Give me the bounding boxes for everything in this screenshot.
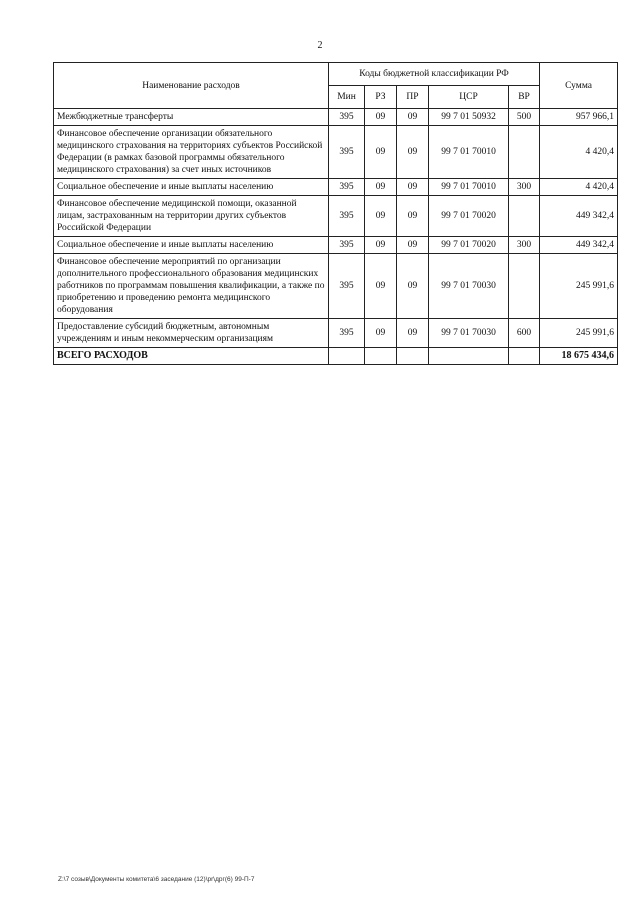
row-sum: 957 966,1 bbox=[540, 109, 618, 126]
table-row bbox=[54, 254, 618, 319]
row-pr: 09 bbox=[397, 179, 429, 196]
row-sum: 245 991,6 bbox=[540, 319, 618, 348]
header-min: Мин bbox=[329, 86, 365, 109]
row-vr bbox=[509, 126, 540, 179]
header-rz: РЗ bbox=[365, 86, 397, 109]
row-pr: 09 bbox=[397, 319, 429, 348]
row-name: Социальное обеспечение и иные выплаты населению bbox=[54, 179, 329, 196]
row-name: Финансовое обеспечение организации обязательного медицинского страхования на территориях субъектов Российской Федерации (в рамках базовой программы обязательного медицинского страхования) за счет иных источников bbox=[54, 126, 329, 179]
total-label: ВСЕГО РАСХОДОВ bbox=[54, 348, 329, 365]
row-rz: 09 bbox=[365, 237, 397, 254]
row-min: 395 bbox=[329, 319, 365, 348]
table-row bbox=[54, 126, 618, 179]
row-sum: 449 342,4 bbox=[540, 237, 618, 254]
row-min: 395 bbox=[329, 179, 365, 196]
row-vr: 500 bbox=[509, 109, 540, 126]
row-min: 395 bbox=[329, 196, 365, 237]
row-csr: 99 7 01 70030 bbox=[429, 319, 509, 348]
row-csr: 99 7 01 70020 bbox=[429, 196, 509, 237]
row-sum: 245 991,6 bbox=[540, 254, 618, 319]
row-min: 395 bbox=[329, 126, 365, 179]
row-min: 395 bbox=[329, 237, 365, 254]
total-row bbox=[54, 348, 618, 365]
row-vr: 300 bbox=[509, 179, 540, 196]
row-vr: 600 bbox=[509, 319, 540, 348]
table-row bbox=[54, 179, 618, 196]
table-row bbox=[54, 109, 618, 126]
row-vr: 300 bbox=[509, 237, 540, 254]
header-name: Наименование расходов bbox=[54, 63, 329, 109]
row-rz: 09 bbox=[365, 196, 397, 237]
row-rz: 09 bbox=[365, 126, 397, 179]
row-csr: 99 7 01 70030 bbox=[429, 254, 509, 319]
footer-file-path: Z:\7 созыв\Документы комитета\6 заседание (12)\pr\дрг(6) 99-П-7 bbox=[58, 876, 255, 883]
row-min: 395 bbox=[329, 109, 365, 126]
row-name: Финансовое обеспечение мероприятий по организации дополнительного профессионального образования медицинских работников по программам повышения квалификации, а также по приобретению и проведению ремонта медицинского оборудования bbox=[54, 254, 329, 319]
row-csr: 99 7 01 70020 bbox=[429, 237, 509, 254]
table-row bbox=[54, 237, 618, 254]
row-sum: 449 342,4 bbox=[540, 196, 618, 237]
header-sum: Сумма bbox=[540, 63, 618, 109]
row-vr bbox=[509, 254, 540, 319]
row-name: Предоставление субсидий бюджетным, автономным учреждениям и иным некоммерческим организациям bbox=[54, 319, 329, 348]
row-csr: 99 7 01 70010 bbox=[429, 179, 509, 196]
header-pr: ПР bbox=[397, 86, 429, 109]
row-csr: 99 7 01 50932 bbox=[429, 109, 509, 126]
row-sum: 4 420,4 bbox=[540, 126, 618, 179]
row-name: Межбюджетные трансферты bbox=[54, 109, 329, 126]
row-rz: 09 bbox=[365, 179, 397, 196]
row-pr: 09 bbox=[397, 126, 429, 179]
budget-table bbox=[53, 62, 618, 365]
row-pr: 09 bbox=[397, 237, 429, 254]
header-vr: ВР bbox=[509, 86, 540, 109]
row-rz: 09 bbox=[365, 109, 397, 126]
row-name: Социальное обеспечение и иные выплаты населению bbox=[54, 237, 329, 254]
row-rz: 09 bbox=[365, 319, 397, 348]
header-csr: ЦСР bbox=[429, 86, 509, 109]
row-min: 395 bbox=[329, 254, 365, 319]
total-sum: 18 675 434,6 bbox=[540, 348, 618, 365]
table-row bbox=[54, 196, 618, 237]
page-number: 2 bbox=[317, 40, 323, 51]
row-pr: 09 bbox=[397, 196, 429, 237]
row-vr bbox=[509, 196, 540, 237]
row-pr: 09 bbox=[397, 254, 429, 319]
row-pr: 09 bbox=[397, 109, 429, 126]
row-name: Финансовое обеспечение медицинской помощи, оказанной лицам, застрахованным на территории других субъектов Российской Федерации bbox=[54, 196, 329, 237]
table-row bbox=[54, 319, 618, 348]
row-sum: 4 420,4 bbox=[540, 179, 618, 196]
row-rz: 09 bbox=[365, 254, 397, 319]
row-csr: 99 7 01 70010 bbox=[429, 126, 509, 179]
header-codes: Коды бюджетной классификации РФ bbox=[329, 63, 540, 86]
